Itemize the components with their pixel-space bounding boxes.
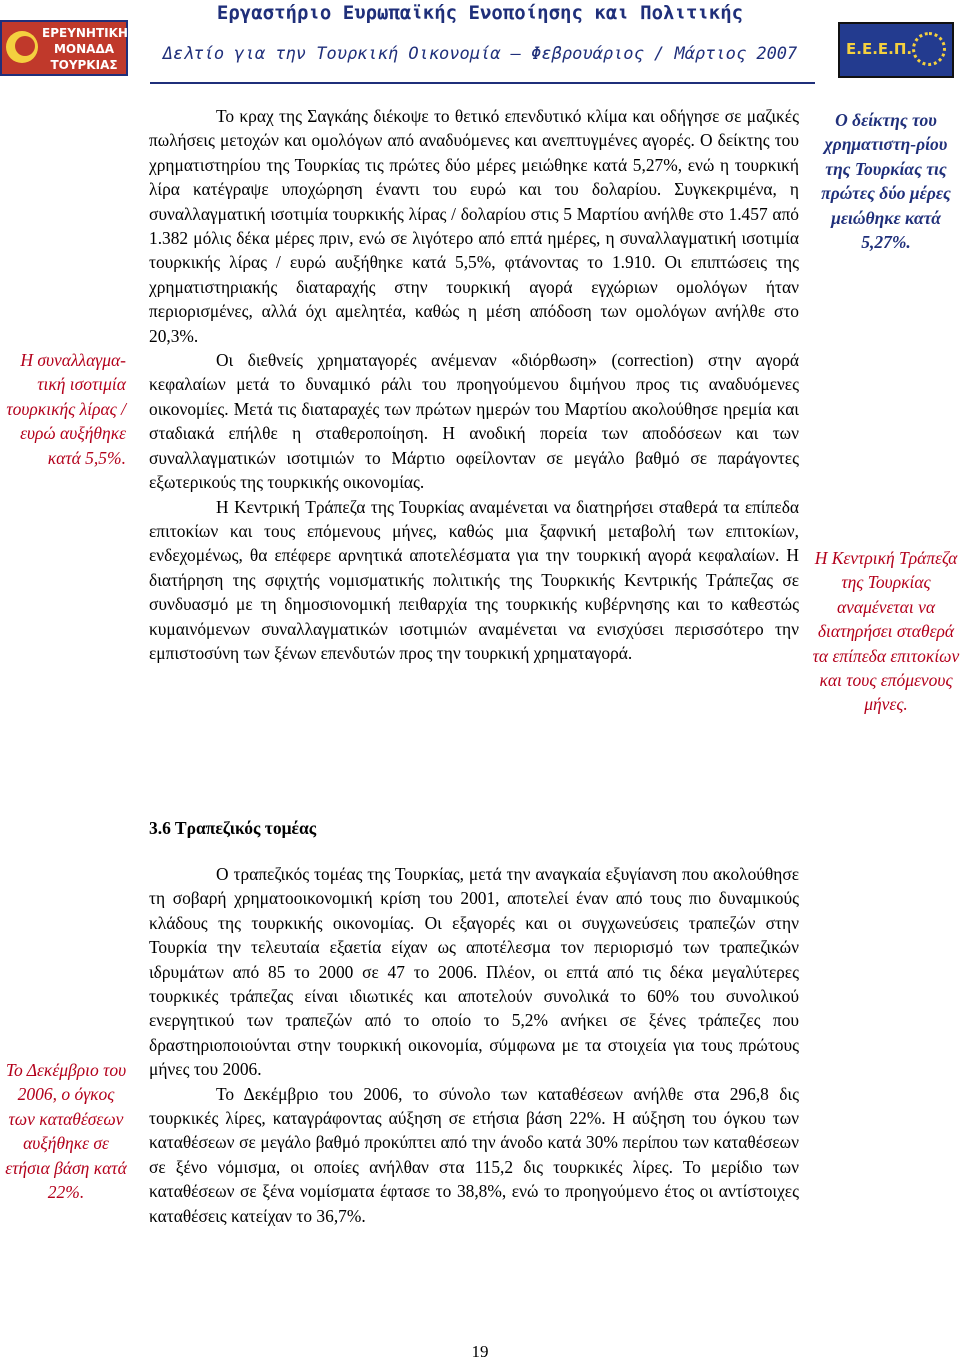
header-subtitle: Δελτίο για την Τουρκική Οικονομία – Φεβρουάριος / Μάρτιος 2007	[162, 44, 798, 64]
paragraph: Οι διεθνείς χρηματαγορές ανέμεναν «διόρθωση» (correction) στην αγορά κεφαλαίων μετά το δυναμικό ράλι του προηγούμενου διμήνου προς τις αναδυόμενες οικονομίες. Μετά τις διαταραχές των πρώτων ημερών του Μαρτίου ακολούθησε ηρεμία και σταδιακά επήλθε η σταθεροποίηση. Η ανοδική πορεία των αποδόσεων και των συναλλαγματικών ισοτιμιών το Μάρτιο οφείλονταν σε μεγάλο βαθμό σε παράγοντες εξωτερικούς της τουρκικής οικονομίας.	[149, 350, 799, 493]
margin-note-deposits: Το Δεκέμβριο του 2006, ο όγκος των καταθέσεων αυξήθηκε σε ετήσια βάση κατά 22%.	[5, 1060, 127, 1203]
research-unit-logo	[0, 20, 128, 76]
main-text	[149, 104, 799, 665]
header-divider	[150, 82, 815, 84]
paragraph: Η Κεντρική Τράπεζα της Τουρκίας αναμένεται να διατηρήσει σταθερά τα επίπεδα επιτοκίων και τους επόμενους μήνες, καθώς μια ξαφνική μεταβολή των επιτοκίων, ενδεχομένως, θα επέφερε αρνητικά αποτελέσματα για την τουρκική αγορά κεφαλαίων. Η διατήρηση της σφιχτής νομισματικής πολιτικής της Τουρκικής Κεντρικής Τράπεζας σε συνδυασμό με τη δημοσιονομική πειθαρχία της τουρκικής κυβέρνησης και το καθεστώς κυμαινόμενων συναλλαγματικών ισοτιμιών αναμένεται να ενισχύσει περισσότερο την εμπιστοσύνη των ξένων επενδυτών προς την τουρκική χρηματαγορά.	[149, 496, 799, 663]
section-text	[149, 862, 799, 1228]
eu-stars-icon	[912, 32, 946, 66]
eeep-logo	[838, 22, 954, 78]
header-title: Εργαστήριο Ευρωπαϊκής Ενοποίησης και Πολιτικής	[216, 2, 744, 24]
margin-note-stock-index: Ο δείκτης του χρηματιστη-ρίου της Τουρκίας τις πρώτες δύο μέρες μειώθηκε κατά 5,27%.	[821, 110, 951, 253]
paragraph: Το Δεκέμβριο του 2006, το σύνολο των καταθέσεων ανήλθε στα 296,8 δις τουρκικές λίρες, καταγράφοντας αύξηση σε ετήσια βάση 22%. Η αύξηση του όγκου των καταθέσεων σε μεγάλο βαθμό προκύπτει από την άνοδο κατά 30% περίπου των καταθέσεων σε ξένο νόμισμα, οι οποίες ανήλθαν στα 115,2 δις τουρκικές λίρες. Το μερίδιο των καταθέσεων σε ξένα νομίσματα έφτασε το 38,8%, ενώ το προηγούμενο έτος οι αντίστοιχες καταθέσεις κατείχαν το 36,7%.	[149, 1083, 799, 1226]
margin-note-exchange-rate: Η συναλλαγμα-τική ισοτιμία τουρκικής λίρας / ευρώ αυξήθηκε κατά 5,5%.	[6, 350, 126, 468]
page-number: 19	[471, 1342, 489, 1361]
logo-text: ΕΡΕΥΝΗΤΙΚΗ ΜΟΝΑΔΑ ΤΟΥΡΚΙΑΣ	[42, 26, 128, 72]
paragraph: Το κραχ της Σαγκάης διέκοψε το θετικό επενδυτικό κλίμα και οδήγησε σε μαζικές πωλήσεις μετοχών και ομολόγων από αναδυόμενες και ανεπτυγμένες αγορές. Ο δείκτης του χρηματιστηρίου της Τουρκίας τις πρώτες δύο μέρες μειώθηκε κατά 5,27%, ενώ η τουρκική λίρα κατέγραψε υποχώρηση έναντι του ευρώ και του δολαρίου. Συγκεκριμένα, η συναλλαγματική ισοτιμία τουρκικής λίρας / δολαρίου στις 5 Μαρτίου ανήλθε στο 1.457 από 1.382 μόλις δέκα μέρες πριν, ενώ σε λιγότερο από επτά ημέρες, η συναλλαγματική ισοτιμία τουρκικής λίρας / ευρώ αυξήθηκε κατά 5,5%, φτάνοντας το 1.910. Οι επιπτώσεις της χρηματιστηριακής διαταραχής στην τουρκική αγορά εγχώριων ομολόγων ήταν περιορισμένες, αλλά όχι αμελητέα, καθώς η μέση απόδοση των ομολόγων ανήλθε στο 20,3%.	[149, 106, 799, 346]
margin-note-central-bank: Η Κεντρική Τράπεζα της Τουρκίας αναμένεται να διατηρήσει σταθερά τα επίπεδα επιτοκίων και τους επόμενους μήνες.	[812, 548, 960, 715]
section-heading: 3.6 Τραπεζικός τομέας	[149, 818, 317, 838]
page-header	[0, 0, 960, 88]
paragraph: Ο τραπεζικός τομέας της Τουρκίας, μετά την αναγκαία εξυγίανση που ακολούθησε τη σοβαρή χρηματοοικονομική κρίση του 2001, αποτελεί έναν από τους πιο δυναμικούς κλάδους της τουρκικής οικονομίας. Οι εξαγορές και οι συγχωνεύσεις τραπεζών στην Τουρκία την τελευταία εξαετία είχαν ως αποτέλεσμα τον περιορισμό των τραπεζικών ιδρυμάτων από 85 το 2000 σε 47 το 2006. Πλέον, οι επτά από τις δέκα μεγαλύτερες τουρκικές τράπεζας είναι ιδιωτικές και αποτελούν συνολικά το 60% του συνολικού ενεργητικού των τραπεζών από το οποίο το 5,2% ανήκει σε ξένες τράπεζες που δραστηριοποιούνται στην τουρκική οικονομία, σύμφωνα με τα στοιχεία για τους πρώτους μήνες του 2006.	[149, 864, 799, 1080]
emblem-icon	[6, 31, 38, 63]
eeep-logo-text: Ε.Ε.Ε.Π.	[846, 40, 913, 58]
